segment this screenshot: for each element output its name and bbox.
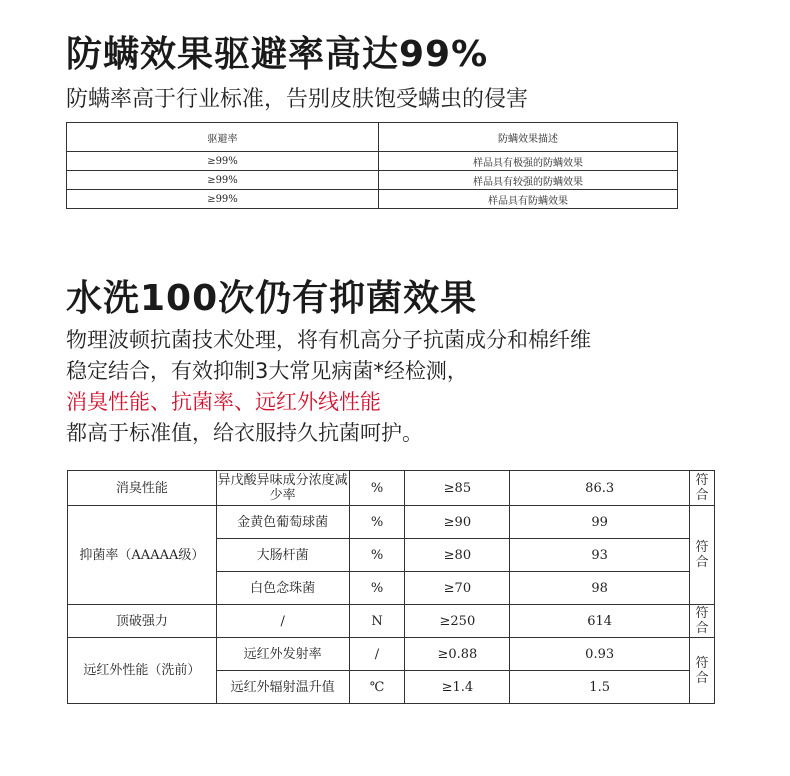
table-row xyxy=(67,171,678,190)
standard-cell: ≥0.88 xyxy=(405,638,510,671)
result-cell: 符合 xyxy=(689,506,714,605)
measured-value-cell: 614 xyxy=(510,605,690,638)
repellency-rate-cell: ≥99% xyxy=(67,152,379,171)
test-item-cell: / xyxy=(216,605,349,638)
measured-value-cell: 86.3 xyxy=(510,471,690,506)
unit-cell: % xyxy=(349,539,405,572)
header-repellency-rate: 驱避率 xyxy=(67,123,379,152)
unit-cell: % xyxy=(349,471,405,506)
description-line: 稳定结合，有效抑制3大常见病菌*经检测， xyxy=(66,359,468,383)
test-item-cell: 白色念珠菌 xyxy=(216,572,349,605)
unit-cell: % xyxy=(349,572,405,605)
unit-cell: ℃ xyxy=(349,671,405,704)
measured-value-cell: 93 xyxy=(510,539,690,572)
table-row xyxy=(68,506,715,539)
standard-cell: ≥250 xyxy=(405,605,510,638)
description-highlight-line: 消臭性能、抗菌率、远红外线性能 xyxy=(66,390,381,414)
antibacterial-description xyxy=(66,325,591,449)
unit-cell: N xyxy=(349,605,405,638)
category-cell: 远红外性能（洗前） xyxy=(68,638,217,704)
category-cell: 抑菌率（AAAAA级） xyxy=(68,506,217,605)
repellency-table xyxy=(66,122,678,209)
description-line: 都高于标准值，给衣服持久抗菌呵护。 xyxy=(66,421,423,445)
category-cell: 消臭性能 xyxy=(68,471,217,506)
measured-value-cell: 0.93 xyxy=(510,638,690,671)
category-cell: 顶破强力 xyxy=(68,605,217,638)
unit-cell: / xyxy=(349,638,405,671)
effect-description-cell: 样品具有防螨效果 xyxy=(379,190,678,209)
description-line: 物理波顿抗菌技术处理，将有机高分子抗菌成分和棉纤维 xyxy=(66,328,591,352)
standard-cell: ≥90 xyxy=(405,506,510,539)
standard-cell: ≥70 xyxy=(405,572,510,605)
result-cell: 符合 xyxy=(689,471,714,506)
table-row xyxy=(68,638,715,671)
repellency-rate-cell: ≥99% xyxy=(67,190,379,209)
standard-cell: ≥1.4 xyxy=(405,671,510,704)
standard-cell: ≥85 xyxy=(405,471,510,506)
section1-subtitle: 防螨率高于行业标准，告别皮肤饱受螨虫的侵害 xyxy=(66,87,529,112)
measured-value-cell: 99 xyxy=(510,506,690,539)
effect-description-cell: 样品具有较强的防螨效果 xyxy=(379,171,678,190)
test-item-cell: 异戊酸异味成分浓度减少率 xyxy=(216,471,349,506)
test-item-cell: 远红外发射率 xyxy=(216,638,349,671)
unit-cell: % xyxy=(349,506,405,539)
repellency-rate-cell: ≥99% xyxy=(67,171,379,190)
table-row xyxy=(67,152,678,171)
section1-title: 防螨效果驱避率高达99% xyxy=(66,34,489,75)
effect-description-cell: 样品具有极强的防螨效果 xyxy=(379,152,678,171)
table-row xyxy=(68,605,715,638)
header-effect-description: 防螨效果描述 xyxy=(379,123,678,152)
test-results-table xyxy=(67,470,715,704)
table-row xyxy=(67,190,678,209)
measured-value-cell: 1.5 xyxy=(510,671,690,704)
result-cell: 符合 xyxy=(689,605,714,638)
result-cell: 符合 xyxy=(689,638,714,704)
test-item-cell: 金黄色葡萄球菌 xyxy=(216,506,349,539)
test-item-cell: 大肠杆菌 xyxy=(216,539,349,572)
section2-title: 水洗100次仍有抑菌效果 xyxy=(66,278,478,319)
test-item-cell: 远红外辐射温升值 xyxy=(216,671,349,704)
measured-value-cell: 98 xyxy=(510,572,690,605)
standard-cell: ≥80 xyxy=(405,539,510,572)
table-header-row xyxy=(67,123,678,152)
table-row xyxy=(68,471,715,506)
